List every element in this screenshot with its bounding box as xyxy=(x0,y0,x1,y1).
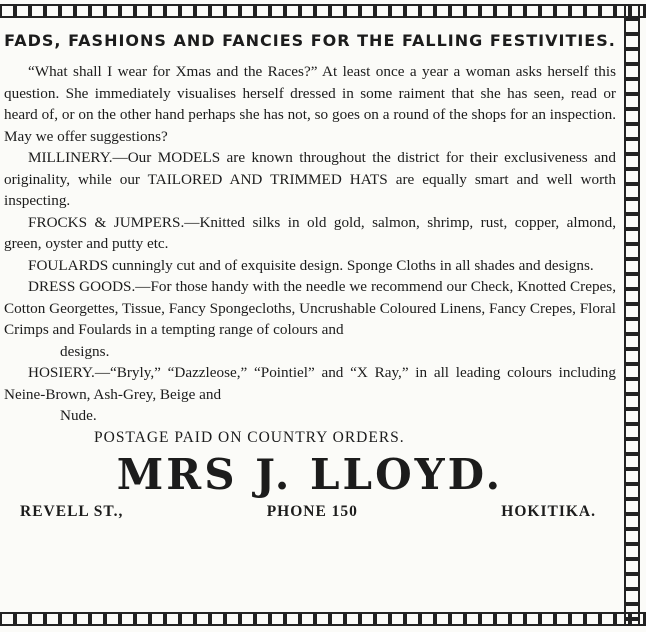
frocks-paragraph: FROCKS & JUMPERS.—Knitted silks in old gold, salmon, shrimp, rust, copper, almond, green, oyster and putty etc. xyxy=(4,213,616,252)
decorative-border-top xyxy=(0,4,646,18)
intro-paragraph: “What shall I wear for Xmas and the Races?” At least once a year a woman asks herself this question. She immediately visualises herself dressed in some raiment that she has seen, read or heard of, or on the other hand perhaps she has not, so goes on a round of the shops for an inspection. May we offer suggestions? xyxy=(4,63,616,145)
hosiery-paragraph: HOSIERY.—“Bryly,” “Dazzleose,” “Pointiel” and “X Ray,” in all leading colours including Neine-Brown, Ash-Grey, Beige and xyxy=(4,364,616,403)
postage-notice: POSTAGE PAID ON COUNTRY ORDERS. xyxy=(94,428,405,446)
foulards-paragraph: FOULARDS cunningly cut and of exquisite design. Sponge Cloths in all shades and designs. xyxy=(28,256,594,274)
town-name: HOKITIKA. xyxy=(501,502,596,520)
dress-goods-ending: designs. xyxy=(60,342,110,360)
ad-content xyxy=(4,24,616,521)
dress-goods-paragraph: DRESS GOODS.—For those handy with the needle we recommend our Check, Knotted Crepes, Cotton Georgettes, Tissue, Fancy Spongecloths, Uncrushable Coloured Linens, Fancy Crepes, Floral Crimps and Foulards in a tempting range of colours and xyxy=(4,278,616,338)
headline: FADS, FASHIONS AND FANCIES FOR THE FALLING FESTIVITIES. xyxy=(4,31,616,50)
hosiery-ending: Nude. xyxy=(60,407,97,424)
decorative-border-bottom xyxy=(0,612,646,626)
footer xyxy=(20,503,596,521)
decorative-border-right xyxy=(624,4,640,626)
store-owner-name: MRS J. LLOYD. xyxy=(116,449,504,499)
street-address: REVELL ST., xyxy=(20,502,124,520)
millinery-paragraph: MILLINERY.—Our MODELS are known throughout the district for their exclusiveness and originality, while our TAILORED AND TRIMMED HATS are equally smart and well worth inspecting. xyxy=(4,149,616,209)
phone-number: PHONE 150 xyxy=(266,502,358,520)
